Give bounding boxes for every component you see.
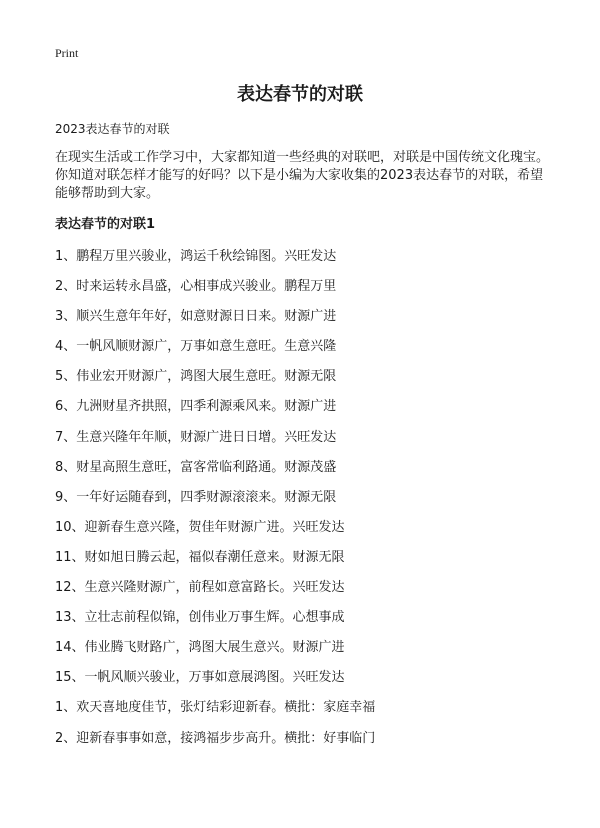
couplet-item: 5、伟业宏开财源广，鸿图大展生意旺。财源无限 [55,369,337,385]
couplet-item: 2、时来运转永昌盛，心相事成兴骏业。鹏程万里 [55,279,337,295]
couplet-list [55,244,555,756]
couplet-item: 11、财如旭日腾云起，福似春潮任意来。财源无限 [55,549,345,565]
couplet-item: 14、伟业腾飞财路广，鸿图大展生意兴。财源广进 [55,640,345,656]
couplet-item: 1、欢天喜地度佳节，张灯结彩迎新春。横批：家庭幸福 [55,700,376,716]
couplet-item: 1、鹏程万里兴骏业，鸿运千秋绘锦图。兴旺发达 [55,249,337,264]
print-link[interactable]: Print [55,46,79,60]
couplet-item: 13、立壮志前程似锦，创伟业万事生辉。心想事成 [55,610,345,626]
couplet-item: 15、一帆风顺兴骏业，万事如意展鸿图。兴旺发达 [55,670,345,686]
couplet-item: 8、财星高照生意旺，富客常临利路通。财源茂盛 [55,459,337,475]
couplet-item: 4、一帆风顺财源广，万事如意生意旺。生意兴隆 [55,339,337,355]
couplet-item: 2、迎新春事事如意，接鸿福步步高升。横批：好事临门 [55,730,376,746]
couplet-item: 3、顺兴生意年年好，如意财源日日来。财源广进 [55,309,337,325]
couplet-item: 12、生意兴隆财源广，前程如意富路长。兴旺发达 [55,580,345,596]
couplet-item: 7、生意兴隆年年顺，财源广进日日增。兴旺发达 [55,429,337,445]
document-subtitle: 2023表达春节的对联 [55,122,170,136]
couplet-item: 9、一年好运随春到，四季财源滚滚来。财源无限 [55,489,337,505]
couplet-item: 10、迎新春生意兴隆，贺佳年财源广进。兴旺发达 [55,519,345,535]
couplet-item: 6、九洲财星齐拱照，四季利源乘风来。财源广进 [55,399,337,415]
page-title: 表达春节的对联 [237,84,363,105]
intro-paragraph: 在现实生活或工作学习中，大家都知道一些经典的对联吧，对联是中国传统文化瑰宝。你知道对联怎样才能写的好吗？以下是小编为大家收集的2023表达春节的对联，希望能够帮助到大家。 [55,150,550,201]
section-heading: 表达春节的对联1 [55,217,156,232]
